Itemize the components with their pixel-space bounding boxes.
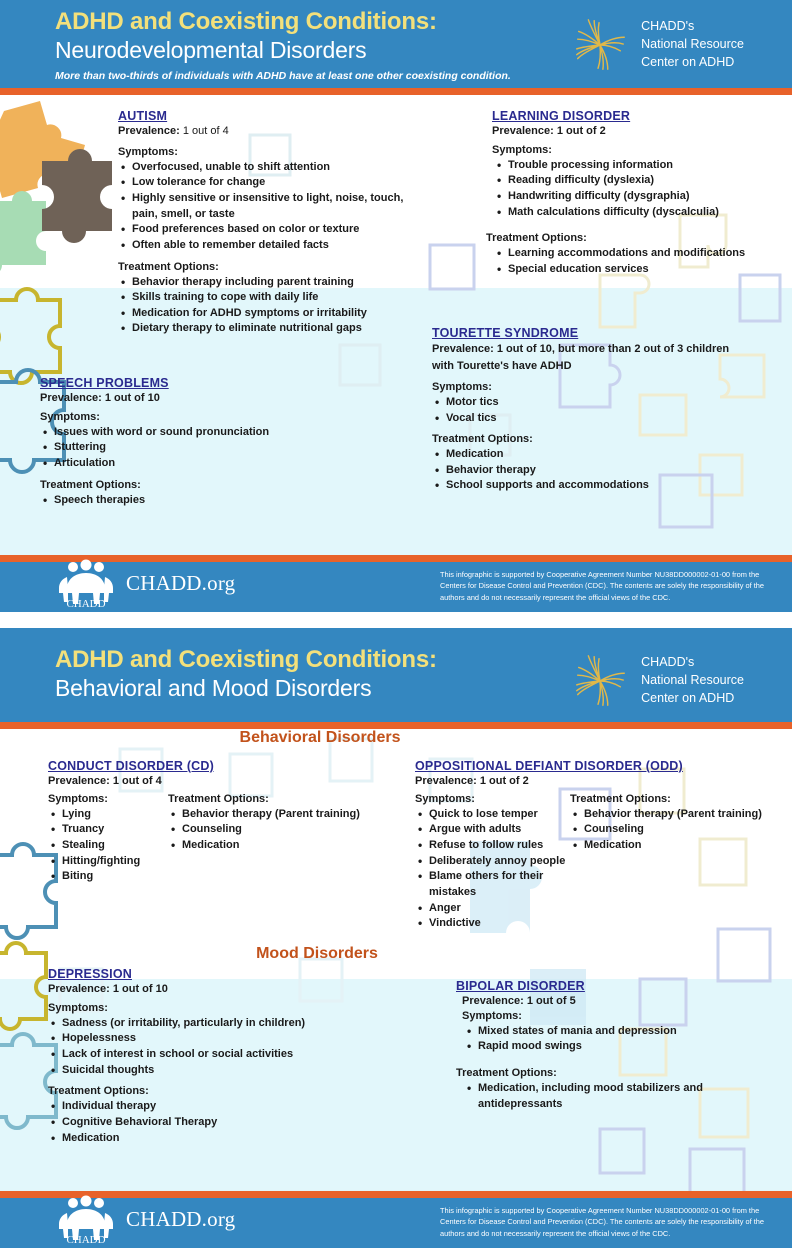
panel2-brand-text xyxy=(641,654,744,707)
prevalence xyxy=(462,994,756,1009)
prevalence-value: 1 out of 10, but more than 2 out of 3 children with Tourette's have ADHD xyxy=(432,343,730,372)
condition-title: TOURETTE SYNDROME xyxy=(432,326,579,340)
list-item: • Lack of interest in school or social activities xyxy=(48,1047,408,1063)
treatments-list xyxy=(48,1099,408,1146)
panel2-content xyxy=(0,729,792,1191)
list-item: • Truancy xyxy=(48,822,168,838)
list-item: • Medication for ADHD symptoms or irritability xyxy=(118,306,418,322)
prevalence xyxy=(415,774,793,789)
symptoms-list xyxy=(415,807,570,932)
panel1-header xyxy=(0,0,792,88)
footer-disclaimer: This infographic is supported by Cooperative Agreement Number NU38DD000002-01-00 from the Centers for Disease Control and Prevention (CDC). The contents are solely the responsibility of the authors and do not necessarily represent the official views of the CDC. xyxy=(440,1206,764,1238)
prevalence-value: 1 out of 4 xyxy=(112,775,162,787)
chadd-logo-caption: CHADD xyxy=(66,1233,106,1246)
list-item: • Vindictive xyxy=(415,916,570,932)
prevalence-value: 1 out of 4 xyxy=(182,125,229,137)
list-item: • Anger xyxy=(415,901,570,917)
panel-behavioral-mood xyxy=(0,628,792,1246)
treatments-list xyxy=(462,1081,756,1112)
condition-title: AUTISM xyxy=(118,109,168,123)
list-item: • Medication xyxy=(570,838,785,854)
condition-learning-disorder xyxy=(486,109,782,278)
odd-treatment-column xyxy=(570,791,785,932)
list-item: • Refuse to follow rules xyxy=(415,838,570,854)
prevalence xyxy=(492,124,782,139)
treatment-label: Treatment Options: xyxy=(168,792,269,805)
panel1-title-line1: ADHD and Coexisting Conditions: xyxy=(55,8,437,35)
list-item: • Stealing xyxy=(48,838,168,854)
panel-neurodevelopmental xyxy=(0,0,792,612)
panel1-body xyxy=(0,95,792,555)
condition-title: DEPRESSION xyxy=(48,967,132,981)
brand-line-2: National Resource xyxy=(641,673,744,688)
symptoms-label: Symptoms: xyxy=(415,792,475,805)
list-item: • Behavior therapy xyxy=(432,463,732,479)
list-item: • Medication xyxy=(48,1131,408,1147)
conduct-treatment-column xyxy=(168,791,408,885)
treatment-label: Treatment Options: xyxy=(40,478,141,491)
symptoms-list xyxy=(48,1016,408,1078)
list-item: • Stuttering xyxy=(40,440,340,456)
brand-line-1: CHADD's xyxy=(641,655,695,670)
list-item: • School supports and accommodations xyxy=(432,478,732,494)
list-item: • Motor tics xyxy=(432,395,732,411)
list-item: • Behavior therapy (Parent training) xyxy=(168,807,408,823)
list-item: • Medication xyxy=(168,838,408,854)
list-item: • Hopelessness xyxy=(48,1031,408,1047)
list-item: • Skills training to cope with daily life xyxy=(118,290,418,306)
panel1-brand-text xyxy=(641,18,744,71)
symptoms-list xyxy=(118,160,418,254)
list-item: • Reading difficulty (dyslexia) xyxy=(492,173,782,189)
prevalence-label: Prevalence: xyxy=(48,775,110,787)
list-item: • Mixed states of mania and depression xyxy=(462,1024,756,1040)
list-item: • Argue with adults xyxy=(415,822,570,838)
brand-line-3: Center on ADHD xyxy=(641,54,735,69)
list-item: • Learning accommodations and modifications xyxy=(492,246,782,262)
list-item: • Medication xyxy=(432,447,732,463)
list-item: • Rapid mood swings xyxy=(462,1039,756,1055)
condition-depression xyxy=(48,967,408,1146)
condition-speech-problems xyxy=(40,376,340,508)
list-item: • Often able to remember detailed facts xyxy=(118,238,418,254)
symptoms-label: Symptoms: xyxy=(40,410,100,423)
treatment-label: Treatment Options: xyxy=(432,433,533,446)
prevalence-value: 1 out of 2 xyxy=(556,125,606,137)
brand-line-1: CHADD's xyxy=(641,19,695,34)
prevalence xyxy=(432,341,732,374)
list-item: • Issues with word or sound pronunciation xyxy=(40,425,340,441)
conduct-symptoms-column xyxy=(48,791,168,885)
treatments-list xyxy=(40,493,340,509)
section-heading-mood: Mood Disorders xyxy=(256,945,378,962)
chadd-org-link[interactable]: CHADD.org xyxy=(126,571,236,595)
panel1-subtitle: More than two-thirds of individuals with ADHD have at least one other coexisting condition. xyxy=(55,70,511,83)
prevalence-label: Prevalence: xyxy=(40,392,102,404)
list-item: • Cognitive Behavioral Therapy xyxy=(48,1115,408,1131)
section-heading-behavioral: Behavioral Disorders xyxy=(239,729,401,746)
condition-title: LEARNING DISORDER xyxy=(492,109,631,123)
list-item: • Deliberately annoy people xyxy=(415,854,570,870)
list-item: • Dietary therapy to eliminate nutritional gaps xyxy=(118,321,418,337)
list-item: • Blame others for their mistakes xyxy=(415,869,570,900)
panel2-brand xyxy=(569,650,744,712)
panel1-brand xyxy=(569,14,744,76)
treatments-list xyxy=(168,807,408,854)
treatments-list xyxy=(432,447,732,494)
panel1-accent-rule xyxy=(0,88,792,95)
list-item: • Highly sensitive or insensitive to light, noise, touch, pain, smell, or taste xyxy=(118,191,418,222)
panel1-title-line2: Neurodevelopmental Disorders xyxy=(55,36,367,63)
prevalence-value: 1 out of 10 xyxy=(104,392,160,404)
list-item: • Low tolerance for change xyxy=(118,175,418,191)
chadd-logo-caption: CHADD xyxy=(66,597,106,610)
symptoms-label: Symptoms: xyxy=(48,1001,108,1014)
panel2-footer xyxy=(0,1191,792,1248)
prevalence xyxy=(48,774,418,789)
prevalence-value: 1 out of 5 xyxy=(526,995,576,1007)
list-item: • Medication, including mood stabilizers and antidepressants xyxy=(462,1081,756,1112)
list-item: • Handwriting difficulty (dysgraphia) xyxy=(492,189,782,205)
treatments-list xyxy=(118,275,418,337)
treatment-label: Treatment Options: xyxy=(456,1067,557,1080)
list-item: • Suicidal thoughts xyxy=(48,1063,408,1079)
list-item: • Individual therapy xyxy=(48,1099,408,1115)
symptoms-list xyxy=(48,807,168,885)
symptoms-label: Symptoms: xyxy=(432,381,492,393)
condition-title: BIPOLAR DISORDER xyxy=(456,979,585,993)
chadd-pinwheel-icon xyxy=(569,650,631,712)
brand-line-2: National Resource xyxy=(641,37,744,52)
chadd-people-icon xyxy=(58,1196,114,1244)
list-item: • Hitting/fighting xyxy=(48,854,168,870)
condition-oppositional-defiant-disorder xyxy=(415,759,793,932)
list-item: • Biting xyxy=(48,869,168,885)
list-item: • Behavior therapy including parent training xyxy=(118,275,418,291)
chadd-org-link[interactable]: CHADD.org xyxy=(126,1207,236,1231)
condition-tourette-syndrome xyxy=(432,326,732,494)
list-item: • Vocal tics xyxy=(432,411,732,427)
chadd-people-icon xyxy=(58,560,114,608)
panel1-footer xyxy=(0,555,792,612)
odd-symptoms-column xyxy=(415,791,570,932)
symptoms-label: Symptoms: xyxy=(118,145,178,158)
condition-title: OPPOSITIONAL DEFIANT DISORDER (ODD) xyxy=(415,759,683,773)
list-item: • Food preferences based on color or texture xyxy=(118,222,418,238)
panel2-title-line2: Behavioral and Mood Disorders xyxy=(55,674,372,701)
prevalence xyxy=(48,982,408,997)
symptoms-label: Symptoms: xyxy=(48,792,108,805)
list-item: • Lying xyxy=(48,807,168,823)
panel2-accent-rule xyxy=(0,722,792,729)
list-item: • Speech therapies xyxy=(40,493,340,509)
panel2-title-line1: ADHD and Coexisting Conditions: xyxy=(55,646,437,673)
condition-title: CONDUCT DISORDER (CD) xyxy=(48,759,214,773)
prevalence-label: Prevalence: xyxy=(48,983,110,995)
footer-disclaimer: This infographic is supported by Cooperative Agreement Number NU38DD000002-01-00 from the Centers for Disease Control and Prevention (CDC). The contents are solely the responsibility of the authors and do not necessarily represent the official views of the CDC. xyxy=(440,570,764,602)
list-item: • Quick to lose temper xyxy=(415,807,570,823)
list-item: • Math calculations difficulty (dyscalculia) xyxy=(492,205,782,221)
treatment-label: Treatment Options: xyxy=(486,232,587,245)
symptoms-label: Symptoms: xyxy=(492,143,552,156)
treatment-label: Treatment Options: xyxy=(570,792,671,805)
prevalence xyxy=(40,391,340,406)
condition-autism xyxy=(118,109,418,337)
symptoms-list xyxy=(40,425,340,472)
list-item: • Behavior therapy (Parent training) xyxy=(570,807,785,823)
treatments-list xyxy=(492,246,782,277)
condition-title: SPEECH PROBLEMS xyxy=(40,376,169,390)
list-item: • Sadness (or irritability, particularly in children) xyxy=(48,1016,408,1032)
prevalence-label: Prevalence: xyxy=(462,995,524,1007)
brand-line-3: Center on ADHD xyxy=(641,690,735,705)
list-item: • Trouble processing information xyxy=(492,158,782,174)
symptoms-list xyxy=(492,158,782,220)
prevalence-label: Prevalence: xyxy=(432,343,494,355)
condition-conduct-disorder xyxy=(48,759,418,885)
prevalence-value: 1 out of 10 xyxy=(112,983,168,995)
prevalence-label: Prevalence: xyxy=(118,125,180,137)
symptoms-label: Symptoms: xyxy=(462,1009,522,1022)
list-item: • Counseling xyxy=(168,822,408,838)
list-item: • Articulation xyxy=(40,456,340,472)
symptoms-list xyxy=(462,1024,756,1055)
chadd-pinwheel-icon xyxy=(569,14,631,76)
prevalence xyxy=(118,124,418,139)
panel1-content xyxy=(0,95,792,555)
prevalence-label: Prevalence: xyxy=(415,775,477,787)
panel2-header xyxy=(0,628,792,722)
condition-bipolar-disorder xyxy=(456,979,756,1112)
list-item: • Special education services xyxy=(492,262,782,278)
prevalence-value: 1 out of 2 xyxy=(479,775,529,787)
treatments-list xyxy=(570,807,785,854)
prevalence-label: Prevalence: xyxy=(492,125,554,137)
list-item: • Counseling xyxy=(570,822,785,838)
treatment-label: Treatment Options: xyxy=(48,1085,149,1098)
symptoms-list xyxy=(432,395,732,426)
panel2-body xyxy=(0,729,792,1191)
list-item: • Overfocused, unable to shift attention xyxy=(118,160,418,176)
treatment-label: Treatment Options: xyxy=(118,260,219,273)
